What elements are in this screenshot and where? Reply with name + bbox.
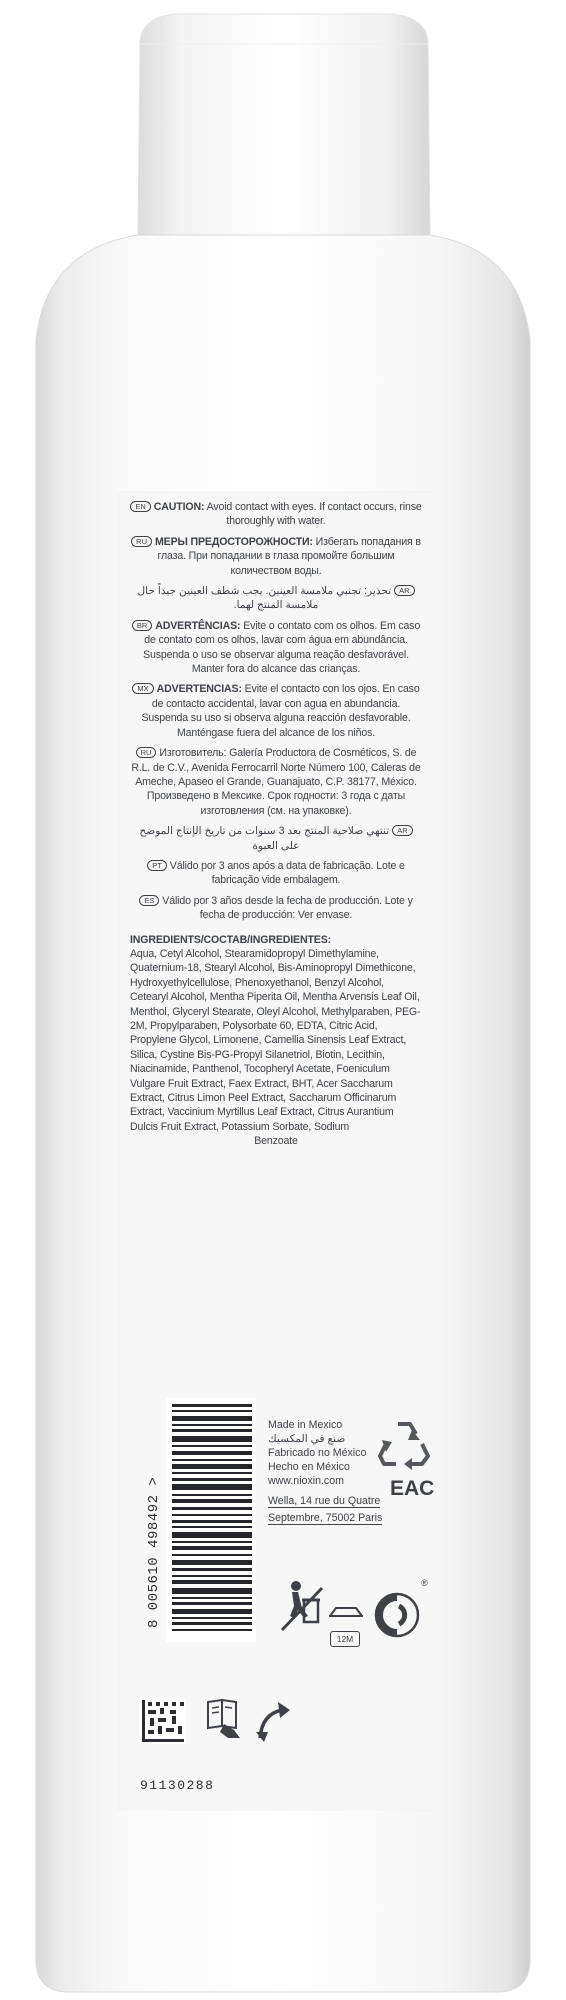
advertencias-mx-text: Evite el contacto con los ojos. En caso de contacto accidental, lavar con agua en abundancia. Suspenda su uso si observa alguna reacción desfavorable. Manténgase fuera del alcance de los niños. [141, 683, 420, 739]
made-in-pt: Fabricado no México [268, 1447, 367, 1459]
lang-tag-mx: MX [132, 683, 153, 694]
validity-pt-text: Válido por 3 anos após a data de fabricação. Lote e fabricação vide embalagem. [169, 859, 405, 887]
registered-mark: ® [421, 1578, 428, 1588]
caution-en-text: Avoid contact with eyes. If contact occurs, rinse thoroughly with water. [204, 501, 422, 528]
lang-tag-ar: AR [394, 585, 414, 596]
address-line-2: Septembre, 75002 Paris [268, 1512, 383, 1524]
lang-tag-ru: RU [131, 536, 152, 547]
made-in-en: Made in Mexico [268, 1419, 343, 1431]
advertencias-br-heading: ADVERTÊNCIAS: [155, 619, 241, 632]
caution-en-heading: CAUTION: [153, 501, 205, 513]
caution-ru-heading: МЕРЫ ПРЕДОСТОРОЖНОСТИ: [155, 535, 313, 548]
manufacturer-ru [130, 746, 422, 818]
lot-code: 91130288 [140, 1778, 215, 1793]
pao-label: 12M [330, 1631, 360, 1647]
ingredients-heading: INGREDIENTS/COCTAB/INGREDIENTES: [130, 933, 332, 946]
green-dot-icon [374, 1592, 420, 1638]
manufacturer-ar [130, 824, 422, 853]
barcode-digits [146, 1408, 164, 1628]
lang-tag-es: ES [139, 895, 159, 906]
book-hand-icon [204, 1696, 244, 1740]
validity-es-text: Válido por 3 años desde la fecha de producción. Lote y fecha de producción: Ver envase. [162, 894, 413, 922]
lang-tag-ar-2: AR [392, 825, 412, 836]
manufacturer-ar-text: تنتهي صلاحية المنتج بعد 3 سنوات من تاريخ الإنتاج الموضح على العبوة [139, 825, 390, 852]
made-in-block [268, 1418, 388, 1488]
ingredients-last: Benzoate [254, 1135, 298, 1148]
ingredients-list: Aqua, Cetyl Alcohol, Stearamidopropyl Dimethylamine, Quaternium-18, Stearyl Alcohol, Bis-Aminopropyl Dimethicone, Hydroxyethylcellulose, Phenoxyethanol, Benzyl Alcohol, Cetearyl Alcohol, Mentha Piperita Oil, Mentha Arvensis Leaf Oil, Menthol, Glyceryl Stearate, Oleyl Alcohol, Methylparaben, PEG-2M, Propylparaben, Polysorbate 60, EDTA, Citric Acid, Propylene Glycol, Limonene, Camellia Sinensis Leaf Extract, Silica, Cystine Bis-PG-Propyl Silanetriol, Biotin, Lecithin, Niacinamide, Panthenol, Tocopheryl Acetate, Foeniculum Vulgare Fruit Extract, Faex Extract, BHT, Acer Saccharum Extract, Citrus Limon Peel Extract, Saccharum Officinarum Extract, Vaccinium Myrtillus Leaf Extract, Citrus Aurantium Dulcis Fruit Extract, Potassium Sorbate, Sodium [130, 947, 421, 1133]
recycle-icon [376, 1418, 432, 1470]
pao-jar-icon [326, 1606, 366, 1632]
advertencias-br [130, 619, 422, 677]
caution-ar [130, 584, 422, 613]
website: www.nioxin.com [268, 1475, 344, 1487]
caution-ru [130, 535, 422, 578]
caution-ru-text: Избегать попадания в глаза. При попадании в глаза промойте большим количеством воды. [157, 535, 421, 577]
datamatrix-icon [140, 1698, 186, 1744]
lang-tag-pt: PT [147, 860, 167, 871]
lang-tag-ru-2: RU [136, 747, 157, 758]
caution-en [130, 500, 422, 529]
caution-ar-text: تحذير: تجنبي ملامسة العينين. يجب شطف العينين جيداً حال ملامسة المنتج لهما. [137, 585, 392, 612]
advertencias-mx [130, 682, 422, 740]
lang-tag-br: BR [132, 620, 152, 631]
lang-tag-en: EN [130, 501, 150, 512]
address-line-1: Wella, 14 rue du Quatre [268, 1495, 381, 1507]
validity-pt [130, 859, 422, 888]
recycle-arrow-icon [254, 1698, 296, 1744]
no-litter-icon [278, 1578, 324, 1636]
barcode-number: 8 005610 498492 > [146, 1476, 162, 1628]
manufacturer-ru-text: Изготовитель: Galería Productora de Cosméticos, S. de R.L. de C.V., Avenida Ferrocarril Norte Número 100, Caleras de Ameche, Apaseo el Grande, Guanajuato, C.P. 38177, México. Произведено в Мексике. Срок годности: 3 года с даты изготовления (см. на упаковке). [131, 747, 421, 817]
eac-text: EAC [390, 1477, 435, 1500]
made-in-ar: صنع في المكسيك [268, 1433, 346, 1445]
made-in-es: Hecho en México [268, 1461, 350, 1473]
advertencias-br-text: Evite o contato com os olhos. Em caso de contato com os olhos, lavar com água em abundância. Suspenda o uso se observar alguma reação desfavorável. Manter fora do alcance das crianças. [143, 619, 421, 676]
validity-es [130, 894, 422, 923]
advertencias-mx-heading: ADVERTENCIAS: [156, 683, 242, 696]
barcode [166, 1398, 256, 1642]
eac-mark-icon [390, 1476, 435, 1500]
label-text-block [130, 500, 422, 1149]
